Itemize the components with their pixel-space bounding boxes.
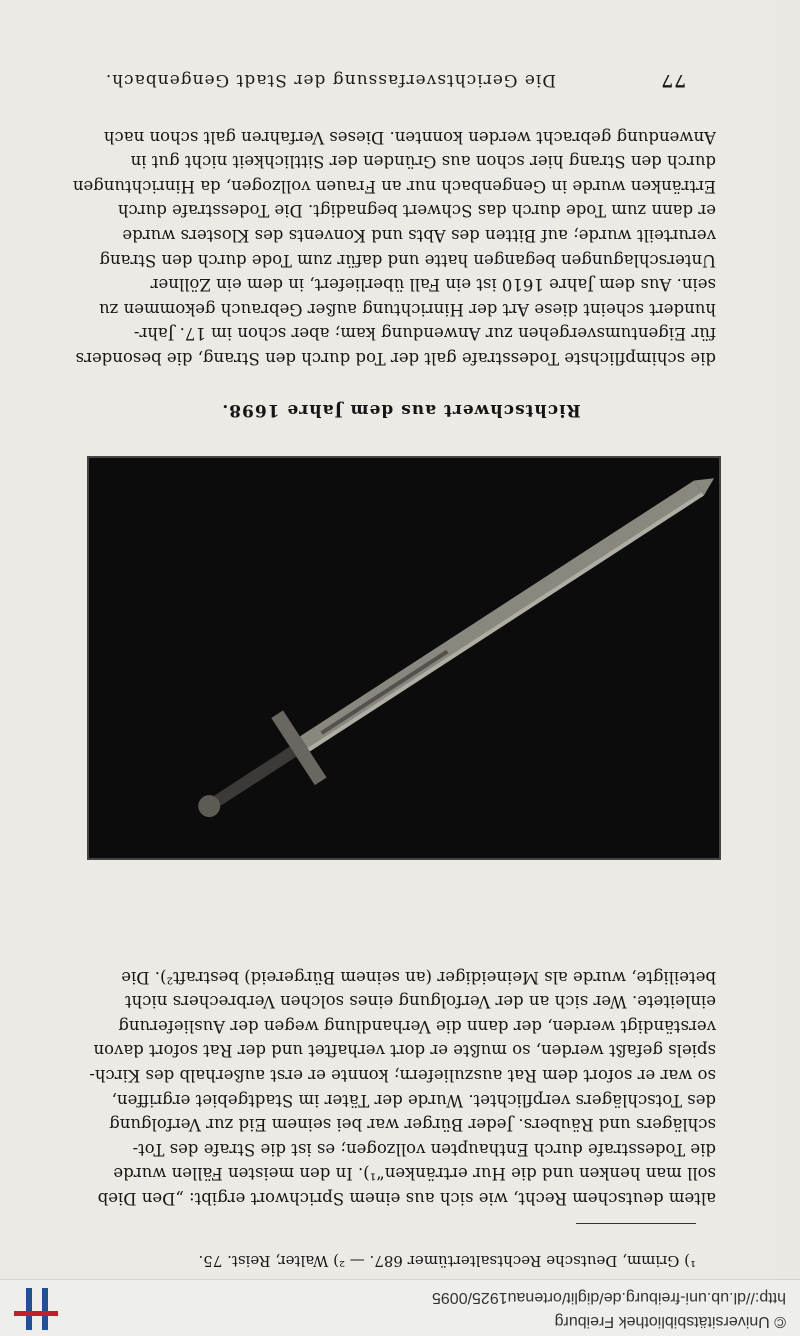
text-line: hundert scheint diese Art der Hinrichtung außer Gebrauch gekommen zu [99, 299, 716, 319]
figure-caption: Richtschwert aus dem Jahre 1698. [221, 400, 581, 420]
copyright-notice: © Universitätsbibliothek Freiburg [554, 1313, 786, 1330]
sword-photo-icon [87, 456, 721, 860]
footnote-rule [576, 1223, 696, 1224]
viewer-header [0, 1279, 800, 1336]
footnote: ¹) Grimm, Deutsche Rechtsaltertümer 687. — ²) Walter, Reist. 75. [198, 1252, 696, 1270]
text-line: spiels gefaßt werden, so mußte er dort verhaftet und der Rat sofort davon [93, 1041, 716, 1061]
text-line: des Totschlägers verpflichtet. Wurde der Täter im Stadtgebiet ergriffen, [111, 1090, 716, 1110]
text-line: schlägers und Räubers. Jeder Bürger war bei seinem Eid zur Verfolgung [109, 1115, 716, 1135]
source-link[interactable]: http://dl.ub.uni-freiburg.de/diglit/ortenau1925/0095 [431, 1289, 786, 1306]
text-line: soll man henken und die Hur ertränken“¹). In den meisten Fällen wurde [113, 1164, 716, 1184]
text-line: durch den Strang hier schon aus Gründen der Sittlichkeit nicht gut in [130, 152, 716, 172]
logo-bar-left [42, 1288, 48, 1330]
text-line: Ertränken wurde in Gengenbach nur an Frauen vollzogen, da Hinrichtungen [72, 176, 716, 196]
text-line: sein. Aus dem Jahre 1610 ist ein Fall überliefert, in dem ein Zöllner [150, 275, 716, 295]
paragraph-top-text [56, 124, 716, 370]
text-line: einleitete. Wer sich an der Verfolgung eines solchen Verbrechers nicht [124, 992, 716, 1012]
ub-freiburg-logo-icon [14, 1288, 58, 1330]
text-line: für Eigentumsvergehen zur Anwendung kam; aber schon im 17. Jahr- [133, 324, 716, 344]
text-line: verständigt werden, der dann die Verhandlung wegen der Auslieferung [118, 1016, 716, 1036]
paragraph-bottom [56, 964, 716, 1210]
page-number: 77 [660, 70, 686, 90]
paragraph-bottom-text [56, 964, 716, 1210]
text-line: er dann zum Tode durch das Schwert begnadigt. Die Todesstrafe durch [117, 201, 716, 221]
running-title: Die Gerichtsverfassung der Stadt Gengenbach. [104, 70, 556, 90]
text-line: Anwendung gebracht werden konnten. Dieses Verfahren galt schon nach [103, 127, 716, 147]
text-line: Unterschlagungen begangen hatte und dafür zum Tode durch den Strang [99, 250, 716, 270]
text-line: verurteilt wurde; auf Bitten des Abts und Konvents des Klosters wurde [122, 226, 716, 246]
text-line: die Todesstrafe durch Enthaupten vollzogen; es ist die Strafe des Tot- [132, 1139, 716, 1159]
text-line: die schimpflichste Todesstrafe galt der Tod durch den Strang, die besonders [75, 349, 716, 368]
text-line: beteiligte, wurde als Meineidiger (an seinem Bürgereid) bestraft²). Die [121, 967, 716, 987]
logo-cross-bar [14, 1311, 58, 1316]
text-line: altem deutschem Recht, wie sich aus einem Sprichwort ergibt: „Den Dieb [97, 1189, 716, 1208]
paragraph-top [56, 124, 716, 370]
sword-drawing [89, 458, 719, 858]
logo-bar-right [26, 1288, 32, 1330]
text-line: so war er sofort dem Rat auszuliefern; konnte er erst außerhalb des Kirch- [89, 1066, 716, 1086]
